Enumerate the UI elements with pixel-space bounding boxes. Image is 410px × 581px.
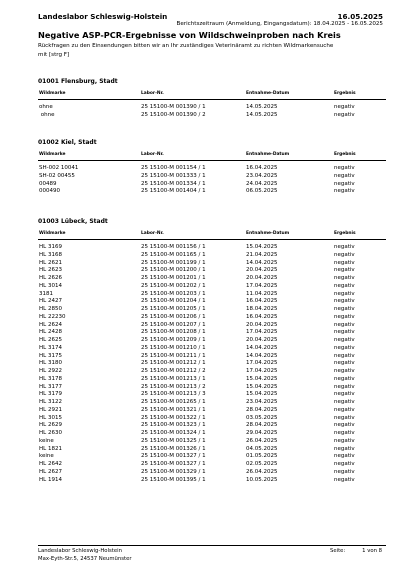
cell-date: 15.04.2025: [246, 383, 278, 390]
cell-mark: HL 3175: [39, 352, 62, 359]
cell-date: 26.04.2025: [246, 468, 278, 475]
cell-result: negativ: [334, 468, 355, 475]
cell-result: negativ: [334, 406, 355, 413]
cell-result: negativ: [334, 360, 355, 367]
column-header-row: [38, 90, 386, 100]
cell-lab-no: 25 15100-M 001404 / 1: [141, 188, 206, 195]
cell-result: negativ: [334, 244, 355, 250]
cell-mark: keine: [39, 453, 54, 460]
cell-lab-no: 25 15100-M 001201 / 1: [141, 275, 206, 281]
cell-date: 20.04.2025: [246, 267, 278, 274]
cell-lab-no: 25 15100-M 001327 / 1: [141, 461, 206, 467]
cell-result: negativ: [334, 476, 355, 483]
cell-result: negativ: [334, 259, 355, 266]
cell-lab-no: 25 15100-M 001329 / 1: [141, 468, 206, 475]
cell-date: 16.04.2025: [246, 313, 278, 320]
cell-result: negativ: [334, 453, 355, 460]
cell-result: negativ: [334, 437, 355, 444]
cell-lab-no: 25 15100-M 001327 / 1: [141, 453, 206, 460]
cell-lab-no: 25 15100-M 001334 / 1: [141, 180, 206, 187]
cell-result: negativ: [334, 445, 355, 452]
column-header-lab-no: Labor-Nr.: [141, 231, 164, 236]
cell-result: negativ: [334, 337, 355, 343]
cell-mark: 000490: [39, 188, 60, 195]
footer-divider: [38, 545, 386, 546]
cell-date: 02.05.2025: [246, 461, 278, 467]
cell-date: 01.05.2025: [246, 453, 278, 460]
cell-lab-no: 25 15100-M 001212 / 2: [141, 368, 206, 374]
cell-date: 16.04.2025: [246, 298, 278, 305]
cell-date: 14.04.2025: [246, 352, 278, 359]
cell-mark: HL 3180: [39, 360, 62, 367]
page-number: 1 von 8: [362, 548, 382, 554]
cell-lab-no: 25 15100-M 001333 / 1: [141, 172, 206, 179]
cell-date: 14.04.2025: [246, 259, 278, 266]
cell-date: 29.04.2025: [246, 430, 278, 436]
cell-lab-no: 25 15100-M 001323 / 1: [141, 422, 206, 429]
cell-date: 04.05.2025: [246, 445, 278, 452]
report-date: 16.05.2025: [337, 12, 383, 21]
cell-date: 14.04.2025: [246, 344, 278, 351]
cell-mark: 3181: [39, 290, 53, 297]
cell-date: 23.04.2025: [246, 399, 278, 405]
cell-mark: HL 1914: [39, 476, 62, 483]
cell-mark: HL 2850: [39, 306, 62, 312]
cell-date: 23.04.2025: [246, 172, 278, 179]
cell-lab-no: 25 15100-M 001200 / 1: [141, 267, 206, 274]
cell-lab-no: 25 15100-M 001211 / 1: [141, 352, 206, 359]
cell-mark: HL 3015: [39, 414, 62, 421]
cell-lab-no: 25 15100-M 001165 / 1: [141, 251, 206, 258]
cell-mark: SH-002 10041: [39, 165, 79, 171]
cell-result: negativ: [334, 188, 355, 195]
cell-result: negativ: [334, 399, 355, 405]
cell-mark: 00489: [39, 180, 57, 187]
cell-result: negativ: [334, 352, 355, 359]
table-row: [38, 112, 386, 120]
cell-lab-no: 25 15100-M 001213 / 1: [141, 375, 206, 382]
cell-date: 17.04.2025: [246, 282, 278, 289]
cell-mark: HL 2621: [39, 259, 62, 266]
cell-mark: HL 3169: [39, 244, 62, 250]
cell-date: 17.04.2025: [246, 329, 278, 336]
cell-lab-no: 25 15100-M 001212 / 1: [141, 360, 206, 367]
cell-result: negativ: [334, 368, 355, 374]
table-row: [38, 477, 386, 485]
cell-mark: HL 2624: [39, 321, 62, 328]
cell-date: 06.05.2025: [246, 188, 278, 195]
column-header-mark: Wildmarke: [39, 152, 66, 157]
cell-mark: HL 3014: [39, 282, 62, 289]
cell-lab-no: 25 15100-M 001205 / 1: [141, 306, 206, 312]
cell-date: 15.04.2025: [246, 244, 278, 250]
cell-date: 20.04.2025: [246, 275, 278, 281]
column-header-date: Entnahme-Datum: [246, 91, 290, 96]
cell-result: negativ: [334, 111, 355, 118]
footer-lab-name: Landeslabor Schleswig-Holstein: [38, 548, 122, 554]
cell-lab-no: 25 15100-M 001213 / 3: [141, 391, 206, 398]
cell-lab-no: 25 15100-M 001324 / 1: [141, 430, 206, 436]
cell-lab-no: 25 15100-M 001154 / 1: [141, 165, 206, 171]
cell-date: 14.05.2025: [246, 111, 278, 118]
cell-date: 28.04.2025: [246, 406, 278, 413]
cell-result: negativ: [334, 375, 355, 382]
cell-lab-no: 25 15100-M 001322 / 1: [141, 414, 206, 421]
cell-lab-no: 25 15100-M 001204 / 1: [141, 298, 206, 305]
cell-mark: keine: [39, 437, 54, 444]
lab-name: Landeslabor Schleswig-Holstein: [38, 12, 168, 21]
column-header-result: Ergebnis: [334, 231, 356, 236]
cell-lab-no: 25 15100-M 001156 / 1: [141, 244, 206, 250]
cell-date: 26.04.2025: [246, 437, 278, 444]
cell-result: negativ: [334, 391, 355, 398]
cell-date: 20.04.2025: [246, 321, 278, 328]
cell-mark: HL 2427: [39, 298, 62, 305]
cell-date: 14.05.2025: [246, 104, 278, 110]
cell-result: negativ: [334, 321, 355, 328]
cell-date: 15.04.2025: [246, 375, 278, 382]
cell-result: negativ: [334, 298, 355, 305]
cell-mark: HL 2627: [39, 468, 62, 475]
cell-result: negativ: [334, 180, 355, 187]
cell-date: 15.04.2025: [246, 391, 278, 398]
cell-mark: HL 2625: [39, 337, 62, 343]
cell-result: negativ: [334, 422, 355, 429]
cell-lab-no: 25 15100-M 001395 / 1: [141, 476, 206, 483]
cell-result: negativ: [334, 383, 355, 390]
report-period: Berichtszeitraum (Anmeldung, Eingangsdatum): 18.04.2025 - 16.05.2025: [176, 21, 383, 27]
cell-result: negativ: [334, 275, 355, 281]
cell-date: 28.04.2025: [246, 422, 278, 429]
cell-mark: HL 3177: [39, 383, 62, 390]
cell-date: 11.04.2025: [246, 290, 278, 297]
cell-result: negativ: [334, 290, 355, 297]
cell-mark: HL 2630: [39, 430, 62, 436]
column-header-row: [38, 151, 386, 161]
column-header-row: [38, 230, 386, 240]
cell-lab-no: 25 15100-M 001206 / 1: [141, 313, 206, 320]
column-header-mark: Wildmarke: [39, 91, 66, 96]
cell-result: negativ: [334, 104, 355, 110]
cell-mark: HL 3179: [39, 391, 62, 398]
cell-mark: HL 2921: [39, 406, 62, 413]
cell-date: 17.04.2025: [246, 360, 278, 367]
cell-result: negativ: [334, 267, 355, 274]
cell-mark: SH-02 00455: [39, 172, 75, 179]
cell-date: 21.04.2025: [246, 251, 278, 258]
cell-result: negativ: [334, 306, 355, 312]
cell-lab-no: 25 15100-M 001207 / 1: [141, 321, 206, 328]
cell-date: 17.04.2025: [246, 368, 278, 374]
column-header-date: Entnahme-Datum: [246, 231, 290, 236]
cell-lab-no: 25 15100-M 001202 / 1: [141, 282, 206, 289]
column-header-mark: Wildmarke: [39, 231, 66, 236]
cell-result: negativ: [334, 430, 355, 436]
cell-mark: HL 2626: [39, 275, 62, 281]
cell-lab-no: 25 15100-M 001321 / 1: [141, 406, 206, 413]
cell-date: 24.04.2025: [246, 180, 278, 187]
cell-lab-no: 25 15100-M 001209 / 1: [141, 337, 206, 343]
cell-date: 18.04.2025: [246, 306, 278, 312]
cell-mark: HL 22230: [39, 313, 66, 320]
column-header-date: Entnahme-Datum: [246, 152, 290, 157]
cell-lab-no: 25 15100-M 001208 / 1: [141, 329, 206, 336]
footer-address: Max-Eyth-Str.5, 24537 Neumünster: [38, 556, 132, 562]
cell-result: negativ: [334, 251, 355, 258]
cell-mark: HL 3122: [39, 399, 62, 405]
cell-lab-no: 25 15100-M 001203 / 1: [141, 290, 206, 297]
column-header-result: Ergebnis: [334, 152, 356, 157]
cell-result: negativ: [334, 282, 355, 289]
cell-mark: ohne: [39, 111, 55, 118]
cell-mark: HL 3178: [39, 375, 62, 382]
cell-result: negativ: [334, 329, 355, 336]
region-heading: 01002 Kiel, Stadt: [38, 139, 97, 146]
region-heading: 01003 Lübeck, Stadt: [38, 218, 108, 225]
cell-lab-no: 25 15100-M 001199 / 1: [141, 259, 206, 266]
cell-mark: HL 2629: [39, 422, 62, 429]
cell-lab-no: 25 15100-M 001265 / 1: [141, 399, 206, 405]
cell-result: negativ: [334, 313, 355, 320]
cell-date: 10.05.2025: [246, 476, 278, 483]
page-label: Seite:: [330, 548, 346, 554]
table-row: [38, 188, 386, 196]
cell-lab-no: 25 15100-M 001325 / 1: [141, 437, 206, 444]
cell-lab-no: 25 15100-M 001213 / 2: [141, 383, 206, 390]
cell-date: 20.04.2025: [246, 337, 278, 343]
cell-mark: HL 2428: [39, 329, 62, 336]
cell-date: 16.04.2025: [246, 165, 278, 171]
cell-result: negativ: [334, 344, 355, 351]
intro-text: Rückfragen zu den Einsendungen bitten wir an Ihr zuständiges Veterinäramt zu richten Wildmarkensuche mit [strg F]: [38, 43, 334, 58]
region-heading: 01001 Flensburg, Stadt: [38, 78, 118, 85]
column-header-result: Ergebnis: [334, 91, 356, 96]
column-header-lab-no: Labor-Nr.: [141, 152, 164, 157]
cell-mark: HL 2642: [39, 461, 62, 467]
cell-result: negativ: [334, 461, 355, 467]
cell-result: negativ: [334, 172, 355, 179]
cell-result: negativ: [334, 414, 355, 421]
cell-lab-no: 25 15100-M 001390 / 1: [141, 104, 206, 110]
cell-lab-no: 25 15100-M 001326 / 1: [141, 445, 206, 452]
cell-mark: HL 2922: [39, 368, 62, 374]
column-header-lab-no: Labor-Nr.: [141, 91, 164, 96]
cell-mark: HL 2623: [39, 267, 62, 274]
cell-mark: ohne: [39, 104, 53, 110]
cell-date: 03.05.2025: [246, 414, 278, 421]
cell-lab-no: 25 15100-M 001210 / 1: [141, 344, 206, 351]
cell-lab-no: 25 15100-M 001390 / 2: [141, 111, 206, 118]
cell-mark: HL 3174: [39, 344, 62, 351]
cell-mark: HL 1821: [39, 445, 62, 452]
cell-result: negativ: [334, 165, 355, 171]
document-title: Negative ASP-PCR-Ergebnisse von Wildschweinproben nach Kreis: [38, 30, 341, 40]
cell-mark: HL 3168: [39, 251, 62, 258]
